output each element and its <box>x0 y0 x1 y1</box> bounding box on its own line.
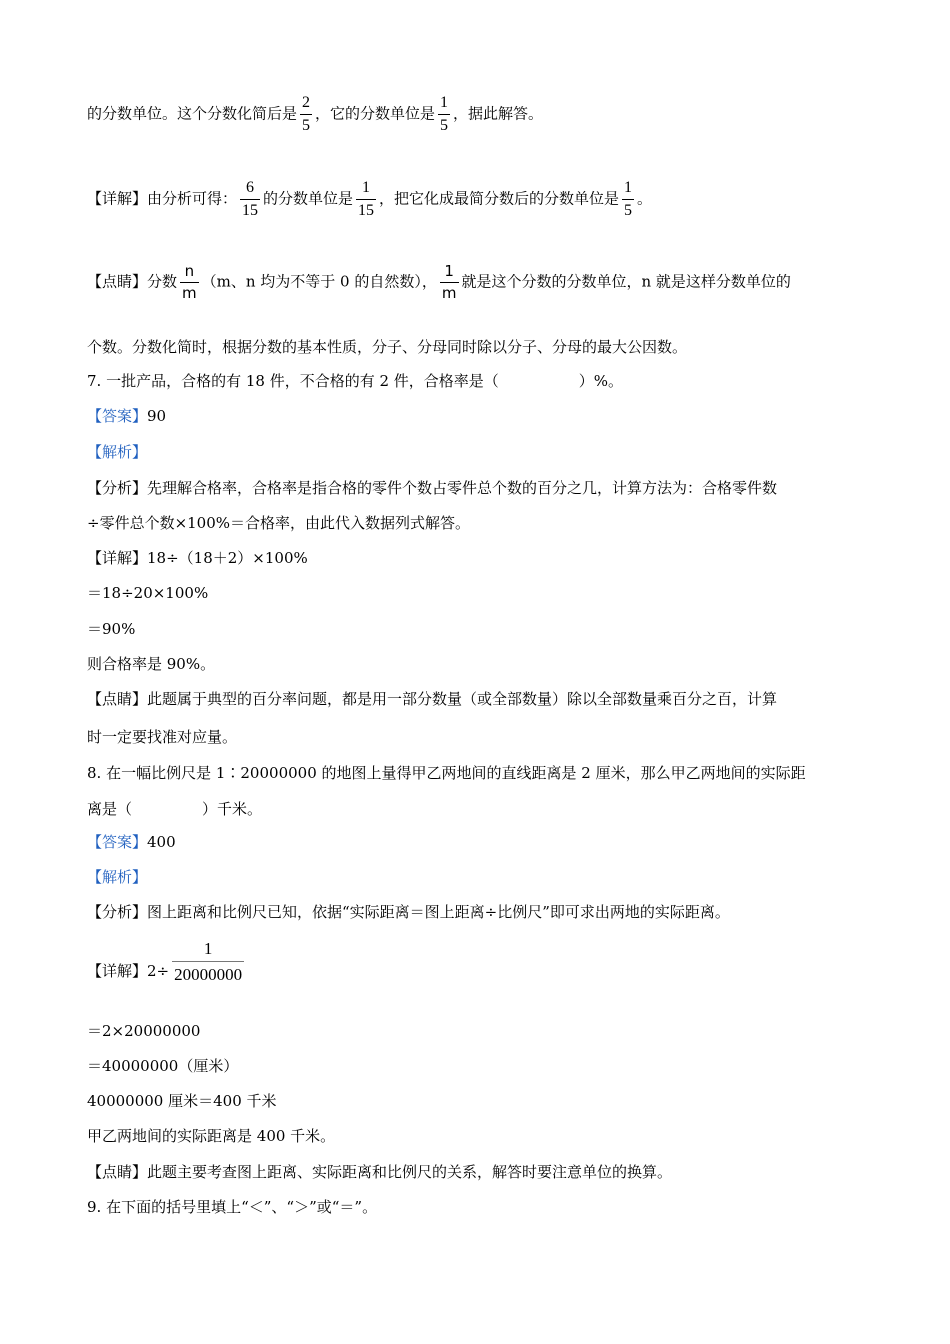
q7-detail-3: ＝90% <box>87 620 136 638</box>
q9-question: 9. 在下面的括号里填上“＜”、“＞”或“＝”。 <box>87 1198 378 1216</box>
q8-jiexi-tag: 【解析】 <box>87 868 148 886</box>
answer-tag: 【答案】 <box>87 833 148 851</box>
answer-tag: 【答案】 <box>87 407 148 425</box>
q7-question: 7. 一批产品，合格的有 18 件，不合格的有 2 件，合格率是（ ）%。 <box>87 372 624 390</box>
q7-answer-value: 90 <box>147 407 167 425</box>
q7-fenxi-2: ÷零件总个数×100%＝合格率，由此代入数据列式解答。 <box>87 514 471 532</box>
fraction-scale: $\frac{1}{20000000}$ <box>174 939 243 984</box>
fraction-two-fifths: $\frac{2}{5}$ <box>302 94 311 134</box>
q8-detail-3: ＝40000000（厘米） <box>87 1057 239 1075</box>
q7-dianjing-2: 时一定要找准对应量。 <box>87 728 238 746</box>
q7-fenxi-1: 【分析】先理解合格率，合格率是指合格的零件个数占零件总个数的百分之几，计算方法为：合格零件数 <box>87 479 778 497</box>
fraction-one-fifth-b: $\frac{1}{5}$ <box>624 179 633 219</box>
q8-question-1: 8. 在一幅比例尺是 1∶20000000 的地图上量得甲乙两地间的直线距离是 2 厘米，那么甲乙两地间的实际距 <box>87 764 806 782</box>
q6-dianjing-line-2: 个数。分数化简时，根据分数的基本性质，分子、分母同时除以分子、分母的最大公因数。 <box>87 338 688 356</box>
analysis-continuation-line: 的分数单位。这个分数化简后是 $\frac{2}{5}$ ，它的分数单位是 $\frac{1}{5}$ ，据此解答。 <box>87 94 544 134</box>
q8-answer-value: 400 <box>147 833 176 851</box>
q8-detail-5: 甲乙两地间的实际距离是 400 千米。 <box>87 1127 336 1145</box>
fraction-one-fifth: $\frac{1}{5}$ <box>440 94 449 134</box>
fraction-one-over-m: $\frac{1}{m}$ <box>441 262 457 302</box>
q8-answer-line <box>87 832 176 852</box>
q8-detail-1: 【详解】2÷ $\frac{1}{20000000}$ <box>87 939 243 984</box>
q8-dianjing: 【点睛】此题主要考查图上距离、实际距离和比例尺的关系，解答时要注意单位的换算。 <box>87 1163 673 1181</box>
q8-fenxi: 【分析】图上距离和比例尺已知，依据“实际距离＝图上距离÷比例尺”即可求出两地的实际距离。 <box>87 903 730 921</box>
q6-detail-line: 【详解】由分析可得： $\frac{6}{15}$ 的分数单位是 $\frac{1}{15}$ ，把它化成最简分数后的分数单位是 $\frac{1}{5}$ 。 <box>87 179 653 219</box>
q7-jiexi-tag: 【解析】 <box>87 443 148 461</box>
q7-detail-1: 【详解】18÷（18＋2）×100% <box>87 549 308 567</box>
fraction-six-fifteenths: $\frac{6}{15}$ <box>242 179 259 219</box>
q7-dianjing-1: 【点睛】此题属于典型的百分率问题，都是用一部分数量（或全部数量）除以全部数量乘百分之百，计算 <box>87 690 778 708</box>
q6-dianjing-line: 【点睛】分数 $\frac{n}{m}$ （m、n 均为不等于 0 的自然数）， $\frac{1}{m}$ 就是这个分数的分数单位，n 就是这样分数单位的 <box>87 262 791 302</box>
q7-detail-4: 则合格率是 90%。 <box>87 655 216 673</box>
q8-detail-2: ＝2×20000000 <box>87 1022 201 1040</box>
q7-detail-2: ＝18÷20×100% <box>87 584 209 602</box>
fraction-n-over-m: $\frac{n}{m}$ <box>182 262 197 302</box>
q8-question-2: 离是（ ）千米。 <box>87 800 263 818</box>
fraction-one-fifteenth: $\frac{1}{15}$ <box>358 179 375 219</box>
q7-answer-line <box>87 406 166 426</box>
q8-detail-4: 40000000 厘米＝400 千米 <box>87 1092 277 1110</box>
